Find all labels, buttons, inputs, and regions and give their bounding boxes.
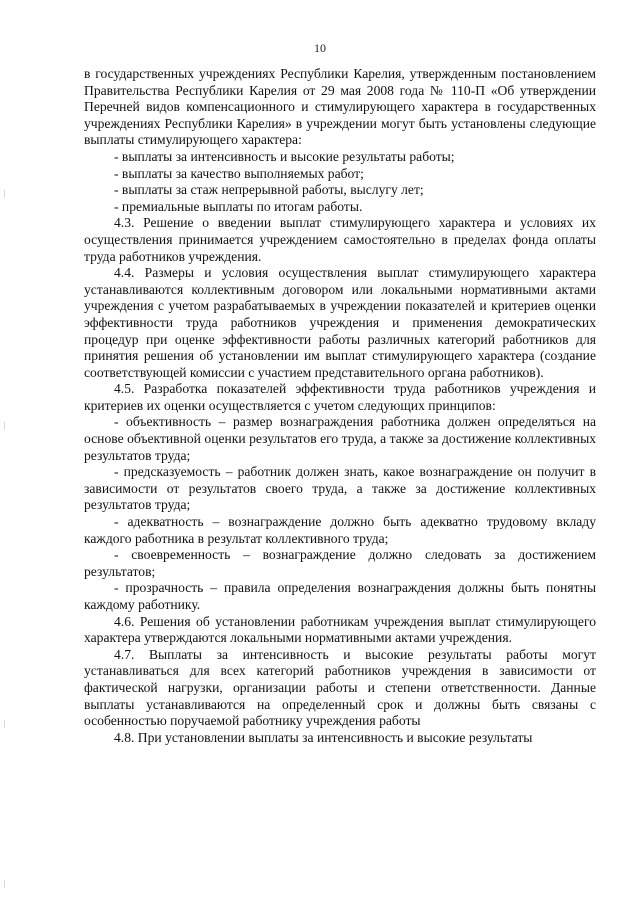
margin-tick bbox=[4, 190, 9, 198]
opening-paragraph: в государственных учреждениях Республики Карелия, утвержденным постановлением Правительства Республики Карелия от 29 мая 2008 года № 110-П «Об утверждении Перечней видов компенсационного и стимулирующего характера в государственных учреждениях Республики Карелия» в учреждении могут быть установлены следующие выплаты стимулирующего характера: bbox=[84, 66, 596, 148]
margin-tick bbox=[4, 422, 9, 430]
list-item: - объективность – размер вознаграждения работника должен определяться на основе объективной оценки результатов его труда, а также за достижение коллективных результатов труда; bbox=[84, 414, 596, 463]
list-item: - выплаты за интенсивность и высокие результаты работы; bbox=[114, 148, 455, 164]
list-item: - выплаты за качество выполняемых работ; bbox=[114, 165, 364, 181]
list-item: - премиальные выплаты по итогам работы. bbox=[114, 198, 363, 214]
clause-4-6: 4.6. Решения об установлении работникам учреждения выплат стимулирующего характера утверждаются локальными нормативными актами учреждения. bbox=[84, 613, 596, 646]
list-item: - адекватность – вознаграждение должно быть адекватно трудовому вкладу каждого работника в результат коллективного труда; bbox=[84, 514, 596, 546]
principles-list bbox=[84, 414, 596, 613]
margin-tick bbox=[4, 880, 9, 888]
clause-4-5: 4.5. Разработка показателей эффективности труда работников учреждения и критериев их оценки осуществляется с учетом следующих принципов: bbox=[84, 381, 596, 413]
list-item: - выплаты за стаж непрерывной работы, выслугу лет; bbox=[114, 182, 424, 198]
document-body bbox=[84, 66, 596, 746]
margin-tick bbox=[4, 720, 9, 728]
list-item: - предсказуемость – работник должен знать, какое вознаграждение он получит в зависимости от результатов своего труда, а также за достижение коллективных результатов труда; bbox=[84, 464, 596, 513]
page-number: 10 bbox=[314, 41, 326, 55]
clause-4-4: 4.4. Размеры и условия осуществления выплат стимулирующего характера устанавливаются коллективным договором или локальными нормативными актами учреждения с учетом разрабатываемых в учреждении показателей и критериев оценки эффективности труда работников учреждения и применения демократических процедур при оценке эффективности работы различных категорий работников для принятия решения об установлении им выплат стимулирующего характера (создание соответствующей комиссии с участием представительного органа работников). bbox=[84, 265, 596, 380]
payment-types-list bbox=[84, 149, 596, 215]
clause-4-8: 4.8. При установлении выплаты за интенсивность и высокие результаты bbox=[114, 729, 533, 745]
clause-4-3: 4.3. Решение о введении выплат стимулирующего характера и условиях их осуществления принимается учреждением самостоятельно в пределах фонда оплаты труда работников учреждения. bbox=[84, 215, 596, 264]
clause-4-7: 4.7. Выплаты за интенсивность и высокие результаты работы могут устанавливаться для всех категорий работников учреждения в зависимости от фактической нагрузки, организации работы и степени ответственности. Данные выплаты устанавливаются на определенный срок и должны быть связаны с особенностью поручаемой работнику учреждения работы bbox=[84, 646, 596, 729]
list-item: - прозрачность – правила определения вознаграждения должны быть понятны каждому работнику. bbox=[84, 580, 596, 612]
list-item: - своевременность – вознаграждение должно следовать за достижением результатов; bbox=[84, 547, 596, 579]
